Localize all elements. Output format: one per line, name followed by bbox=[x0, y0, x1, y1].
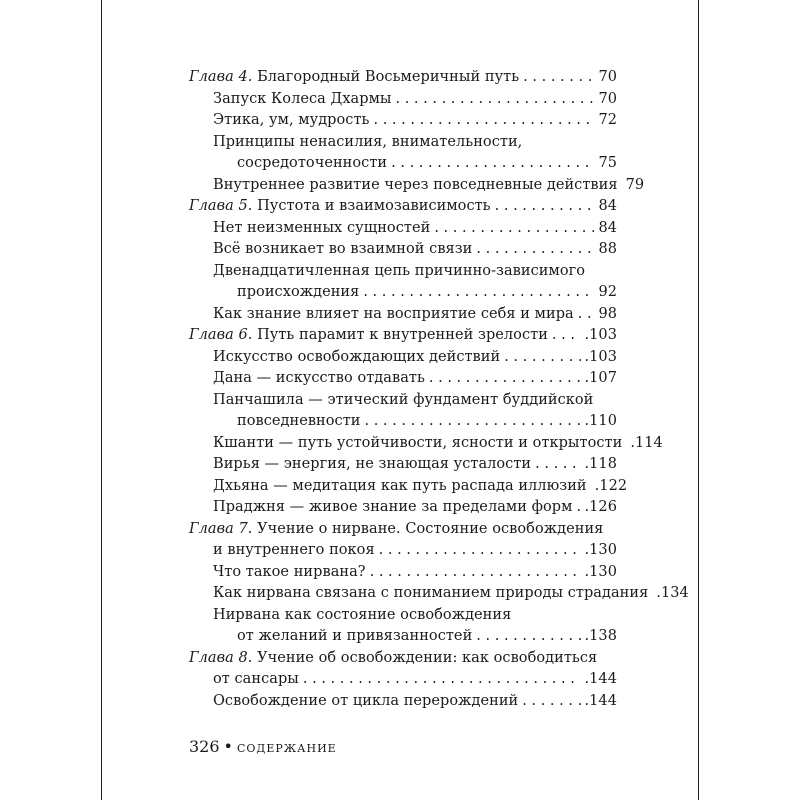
toc-entry bbox=[213, 90, 617, 108]
page-number: .134 bbox=[656, 585, 689, 601]
chapter-title: от сансары bbox=[213, 671, 299, 687]
toc-entry bbox=[213, 434, 663, 452]
leader-dots bbox=[391, 154, 594, 172]
chapter-label: Глава 4. bbox=[189, 69, 253, 85]
entry-title: Нет неизменных сущностей bbox=[213, 220, 431, 236]
toc-entry bbox=[213, 305, 617, 323]
toc-entry bbox=[213, 563, 617, 581]
page-footer bbox=[189, 737, 337, 759]
entry-title: происхождения bbox=[237, 284, 360, 300]
page-number: 70 bbox=[598, 91, 617, 107]
leader-dots bbox=[476, 627, 580, 645]
leader-dots bbox=[578, 305, 595, 323]
toc-entry bbox=[213, 692, 617, 710]
entry-title: Праджня — живое знание за пределами форм bbox=[213, 499, 573, 515]
entry-title: Вирья — энергия, не знающая усталости bbox=[213, 456, 532, 472]
toc-entry bbox=[213, 111, 617, 129]
page-number: .107 bbox=[584, 370, 617, 386]
page-number: .144 bbox=[584, 693, 617, 709]
leader-dots bbox=[495, 197, 595, 215]
toc-entry-line2 bbox=[237, 154, 617, 172]
leader-dots bbox=[370, 563, 581, 581]
entry-title: Всё возникает во взаимной связи bbox=[213, 241, 473, 257]
entry-title: Как нирвана связана с пониманием природы страдания bbox=[213, 585, 649, 601]
toc-entry bbox=[213, 498, 617, 516]
page-number: .130 bbox=[584, 542, 617, 558]
toc-entry-line1 bbox=[213, 606, 511, 624]
page-number: .110 bbox=[584, 413, 617, 429]
chapter-title: и внутреннего покоя bbox=[213, 542, 375, 558]
leader-dots bbox=[429, 369, 581, 387]
leader-dots bbox=[363, 283, 594, 301]
entry-title: Этика, ум, мудрость bbox=[213, 112, 370, 128]
toc-chapter-8-line2 bbox=[213, 670, 617, 688]
toc-chapter-8 bbox=[189, 649, 597, 667]
page-number: 75 bbox=[598, 155, 617, 171]
page-number: 70 bbox=[598, 69, 617, 85]
page-number: .122 bbox=[594, 478, 628, 494]
entry-title: Искусство освобождающих действий bbox=[213, 349, 501, 365]
entry-title: Дхьяна — медитация как путь распада иллюзий bbox=[213, 478, 587, 494]
page-number: 88 bbox=[598, 241, 617, 257]
leader-dots bbox=[373, 111, 594, 129]
entry-title: Как знание влияет на восприятие себя и мира bbox=[213, 306, 574, 322]
page-number: 98 bbox=[598, 306, 617, 322]
page-number: .114 bbox=[630, 435, 663, 451]
page-number: .103 bbox=[584, 327, 617, 343]
chapter-label: Глава 6. bbox=[189, 327, 253, 343]
chapter-title: Пустота и взаимозависимость bbox=[257, 198, 491, 214]
entry-title: Запуск Колеса Дхармы bbox=[213, 91, 392, 107]
leader-dots bbox=[379, 541, 581, 559]
chapter-title: Путь парамит к внутренней зрелости bbox=[257, 327, 548, 343]
toc-chapter-4 bbox=[189, 68, 617, 86]
toc-entry-line2 bbox=[237, 412, 617, 430]
chapter-title: Учение об освобождении: как освободиться bbox=[257, 650, 598, 666]
entry-title: Освобождение от цикла перерождений bbox=[213, 693, 519, 709]
toc-entry bbox=[213, 369, 617, 387]
entry-title: повседневности bbox=[237, 413, 361, 429]
page-number: .130 bbox=[584, 564, 617, 580]
footer-section-title: СОДЕРЖАНИЕ bbox=[236, 742, 337, 755]
footer-page-number: 326 bbox=[189, 737, 220, 756]
chapter-label: Глава 5. bbox=[189, 198, 253, 214]
footer-bullet: • bbox=[223, 737, 233, 756]
toc-entry bbox=[213, 176, 645, 194]
toc-entry bbox=[213, 219, 617, 237]
page-number: .126 bbox=[584, 499, 617, 515]
chapter-title: Учение о нирване. Состояние освобождения bbox=[257, 521, 604, 537]
page-number: 72 bbox=[598, 112, 617, 128]
chapter-label: Глава 7. bbox=[189, 521, 253, 537]
toc-entry-line1 bbox=[213, 133, 522, 151]
leader-dots bbox=[504, 348, 580, 366]
toc-entry bbox=[213, 240, 617, 258]
page-number: 84 bbox=[598, 220, 617, 236]
page-number: 92 bbox=[598, 284, 617, 300]
toc-chapter-6 bbox=[189, 326, 617, 344]
leader-dots bbox=[303, 670, 581, 688]
toc-entry bbox=[213, 477, 628, 495]
page-number: 84 bbox=[598, 198, 617, 214]
toc-entry bbox=[213, 348, 617, 366]
entry-title: Нирвана как состояние освобождения bbox=[213, 607, 512, 623]
chapter-label: Глава 8. bbox=[189, 650, 253, 666]
entry-title: Принципы ненасилия, внимательности, bbox=[213, 134, 523, 150]
page-number: 79 bbox=[625, 177, 645, 193]
toc-entry bbox=[213, 455, 617, 473]
page-number: .118 bbox=[584, 456, 617, 472]
leader-dots bbox=[365, 412, 581, 430]
entry-title: Кшанти — путь устойчивости, ясности и открытости bbox=[213, 435, 623, 451]
book-page bbox=[101, 0, 699, 800]
toc-entry-line2 bbox=[237, 283, 617, 301]
toc-entry-line1 bbox=[213, 391, 593, 409]
entry-title: Дана — искусство отдавать bbox=[213, 370, 425, 386]
entry-title: сосредоточенности bbox=[237, 155, 388, 171]
toc-entry-line2 bbox=[237, 627, 617, 645]
toc-entry-line1 bbox=[213, 262, 585, 280]
entry-title: от желаний и привязанностей bbox=[237, 628, 473, 644]
leader-dots bbox=[535, 455, 580, 473]
page-number: .144 bbox=[584, 671, 617, 687]
leader-dots bbox=[434, 219, 594, 237]
leader-dots bbox=[552, 326, 581, 344]
entry-title: Внутреннее развитие через повседневные действия bbox=[213, 177, 618, 193]
page-number: .138 bbox=[584, 628, 617, 644]
toc-chapter-7 bbox=[189, 520, 603, 538]
leader-dots bbox=[523, 68, 594, 86]
entry-title: Двенадцатичленная цепь причинно-зависимого bbox=[213, 263, 586, 279]
leader-dots bbox=[476, 240, 594, 258]
entry-title: Что такое нирвана? bbox=[213, 564, 366, 580]
leader-dots bbox=[576, 498, 580, 516]
entry-title: Панчашила — этический фундамент буддийской bbox=[213, 392, 594, 408]
page-number: .103 bbox=[584, 349, 617, 365]
toc-entry bbox=[213, 584, 689, 602]
toc-chapter-5 bbox=[189, 197, 617, 215]
chapter-title: Благородный Восьмеричный путь bbox=[257, 69, 520, 85]
leader-dots bbox=[522, 692, 580, 710]
leader-dots bbox=[396, 90, 595, 108]
toc-chapter-7-line2 bbox=[213, 541, 617, 559]
